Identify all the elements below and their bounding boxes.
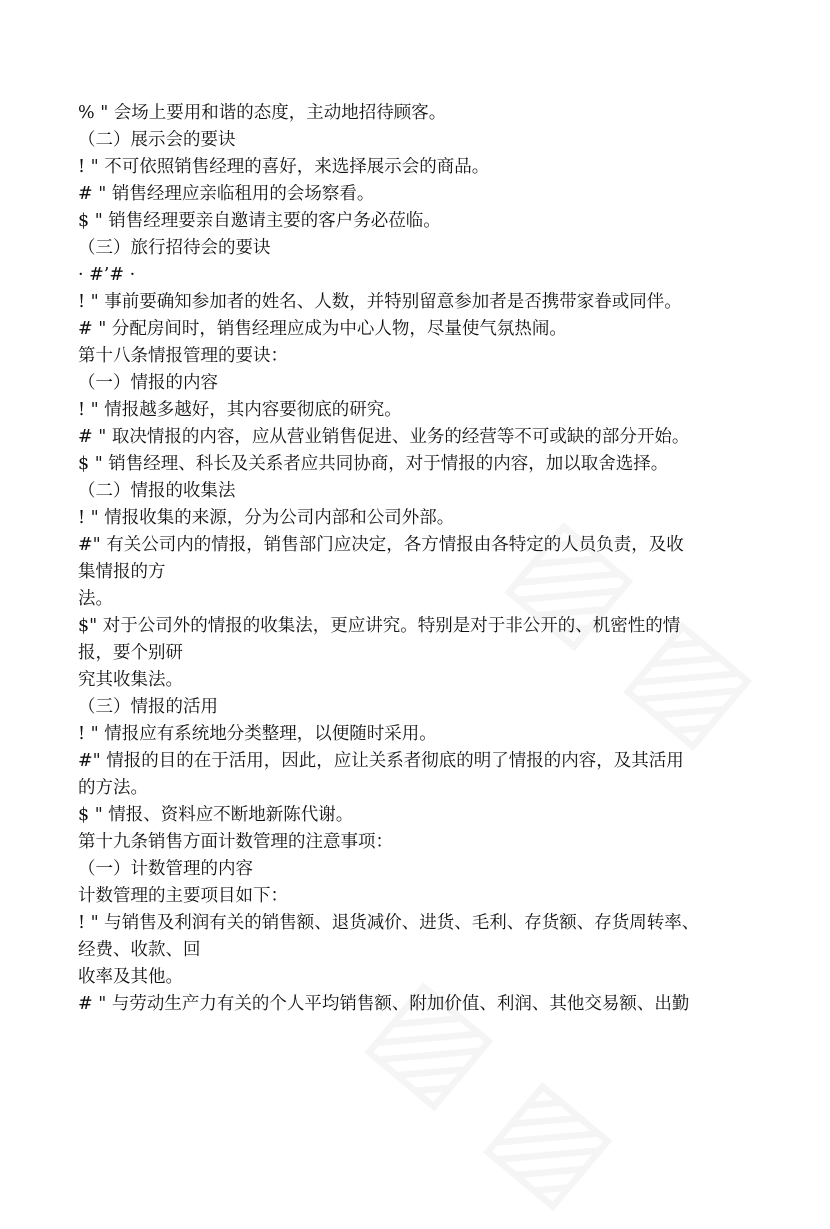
text-line: 法。 [78, 589, 113, 609]
text-line: # " 取决情报的内容，应从营业销售促进、业务的经营等不可或缺的部分开始。 [78, 427, 690, 447]
text-line: # " 销售经理应亲临租用的会场察看。 [78, 184, 375, 204]
text-line: ! " 情报越多越好，其内容要彻底的研究。 [78, 400, 402, 420]
text-line: ! " 不可依照销售经理的喜好，来选择展示会的商品。 [78, 157, 490, 177]
text-line: ! " 事前要确知参加者的姓名、人数，并特别留意参加者是否携带家眷或同伴。 [78, 292, 682, 312]
section-heading: （一）情报的内容 [78, 373, 218, 393]
text-line: $ " 销售经理要亲自邀请主要的客户务必莅临。 [78, 211, 441, 231]
text-line: · #’# · [78, 265, 136, 285]
text-line: 报，要个别研 [78, 643, 183, 663]
text-line: ! " 情报应有系统地分类整理，以便随时采用。 [78, 724, 437, 744]
section-heading: （三）情报的活用 [78, 697, 218, 717]
text-line: #" 有关公司内的情报，销售部门应决定，各方情报由各特定的人员负责，及收 [78, 535, 684, 555]
document-body [78, 100, 758, 1018]
article-heading: 第十九条销售方面计数管理的注意事项： [78, 832, 393, 852]
text-line: 集情报的方 [78, 562, 166, 582]
text-line: 的方法。 [78, 778, 148, 798]
text-line: ! " 与销售及利润有关的销售额、退货减价、进货、毛利、存货额、存货周转率、 [78, 913, 700, 933]
text-line: 收率及其他。 [78, 967, 183, 987]
text-line: 计数管理的主要项目如下： [78, 886, 288, 906]
text-line: 经费、收款、回 [78, 940, 201, 960]
text-line: # " 分配房间时，销售经理应成为中心人物，尽量使气氛热闹。 [78, 319, 567, 339]
section-heading: （一）计数管理的内容 [78, 859, 253, 879]
text-line: % " 会场上要用和谐的态度，主动地招待顾客。 [78, 103, 447, 123]
article-heading: 第十八条情报管理的要诀： [78, 346, 288, 366]
text-line: 究其收集法。 [78, 670, 183, 690]
text-line: $ " 情报、资料应不断地新陈代谢。 [78, 805, 354, 825]
section-heading: （三）旅行招待会的要诀 [78, 238, 271, 258]
text-line: $ " 销售经理、科长及关系者应共同协商，对于情报的内容，加以取舍选择。 [78, 454, 669, 474]
section-heading: （二）情报的收集法 [78, 481, 236, 501]
text-line: # " 与劳动生产力有关的个人平均销售额、附加价值、利润、其他交易额、出勤 [78, 994, 690, 1014]
text-line: #" 情报的目的在于活用，因此，应让关系者彻底的明了情报的内容，及其活用 [78, 751, 684, 771]
text-line: ! " 情报收集的来源，分为公司内部和公司外部。 [78, 508, 455, 528]
section-heading: （二）展示会的要诀 [78, 130, 236, 150]
text-line: $" 对于公司外的情报的收集法，更应讲究。特别是对于非公开的、机密性的情 [78, 616, 681, 636]
